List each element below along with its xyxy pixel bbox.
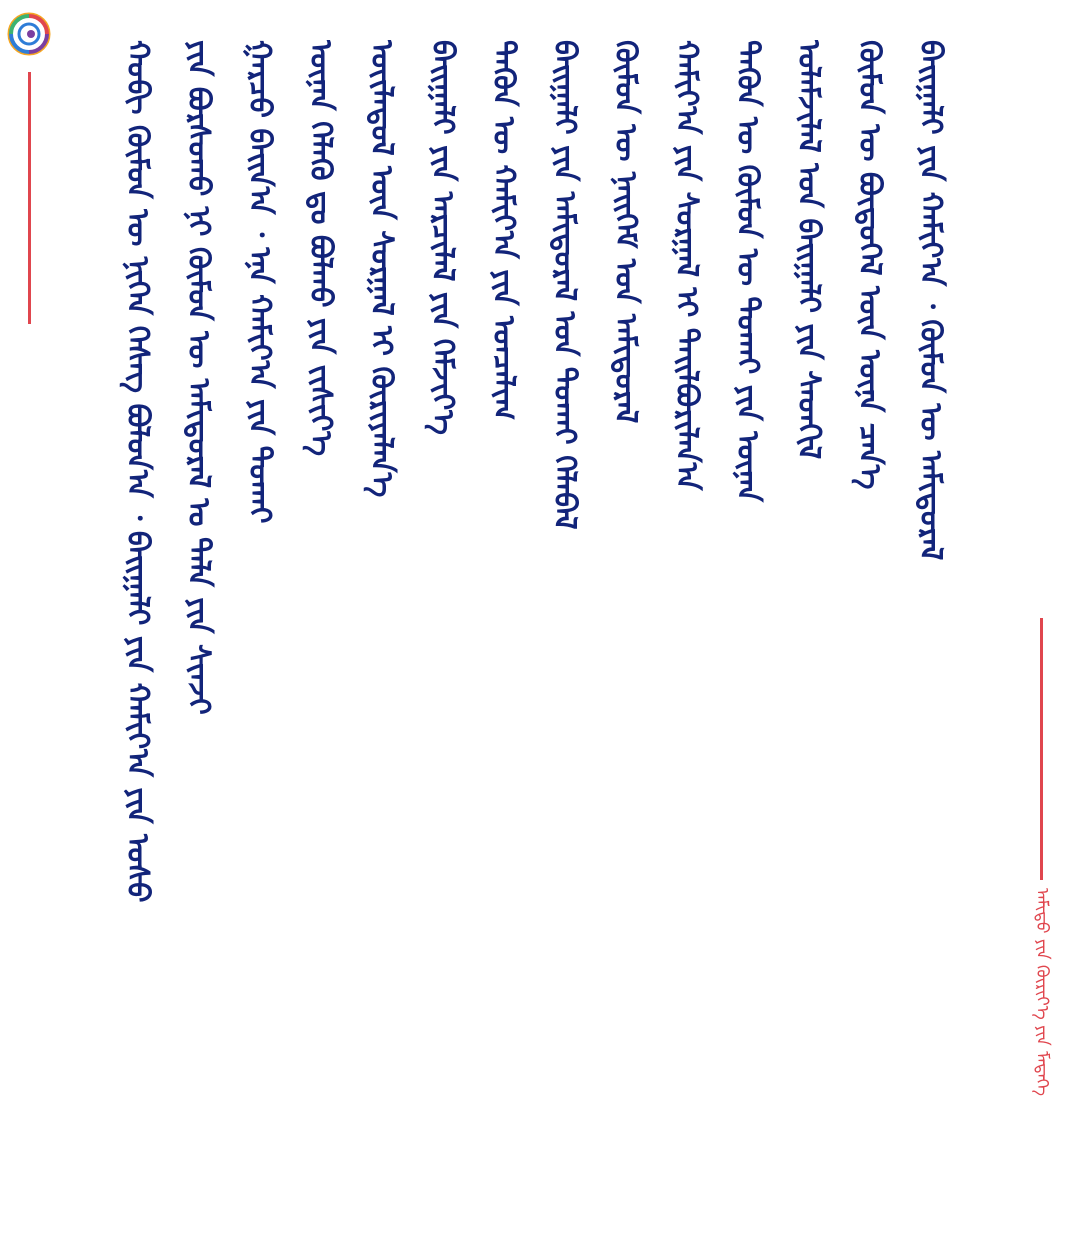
body-text-block (108, 40, 984, 1200)
text-column: ᠦᠨᠡᠨ ᠬᠡᠯᠡᠬᠦ ᠳᠤ ᠪᠣᠯᠬᠤ ᠶᠢᠨ ᠵᠢᠱᠢᠶ᠎ᠡ (303, 40, 338, 457)
text-column: ᠬᠤᠪᠢ ᠬᠦᠮᠦᠨ ᠦ ᠨᠢᠭᠡᠨ ᠬᠡᠰᠡᠭ ᠪᠣᠯᠤᠨ᠎ᠠ ᠂ ᠪᠠᠢᠭᠠᠯᠢ ᠶᠢᠨ ᠬᠠᠮᠢᠶ᠎ᠠ ᠶᠢᠨ ᠤᠰᠤ (120, 40, 155, 903)
caption-text: ᠠᠮᠢᠳᠤ ᠶᠢᠨ ᠬᠦᠷᠢᠶ᠎ᠡ ᠶᠢᠨ ᠮᠡᠳᠡᠭᠡ (1032, 888, 1052, 1097)
right-divider (1040, 618, 1043, 880)
text-column: ᠪᠠᠢᠭᠠᠯᠢ ᠶᠢᠨ ᠠᠮᠢᠳᠤᠷᠠᠯ ᠤᠨ ᠲᠤᠬᠠᠢ ᠬᠡᠯᠡᠪᠡᠯ (547, 40, 582, 530)
text-column: ᠪᠠᠢᠭᠠᠯᠢ ᠶᠢᠨ ᠬᠠᠮᠢᠶ᠎ᠠ ᠂ ᠬᠦᠮᠦᠨ ᠦ ᠠᠮᠢᠳᠤᠷᠠᠯ (913, 40, 948, 561)
text-column: ᠪᠠᠢᠭᠠᠯᠢ ᠶᠢᠨ ᠠᠷᠴᠢᠯᠠᠯ ᠶᠢᠨ ᠬᠡᠮᠵᠢᠶ᠎ᠡ (425, 40, 460, 436)
text-column: ᠶᠢᠨ ᠪᠤᠷᠰᠤᠬᠤ ᠨᠢ ᠬᠦᠮᠦᠨ ᠦ ᠠᠮᠢᠳᠤᠷᠠᠯ ᠤ ᠲᠠᠯᠠ ᠶᠢᠨ ᠰᠢᠨᠵᠢ (181, 40, 216, 715)
left-divider (28, 72, 31, 324)
text-column: ᠬᠦᠮᠦᠨ ᠦ ᠨᠡᠢᠭᠡᠮ ᠤᠨ ᠠᠮᠢᠳᠤᠷᠠᠯ (608, 40, 643, 424)
text-column: ᠲᠡᠭᠦᠨ ᠦ ᠬᠠᠮᠢᠶ᠎ᠠ ᠶᠢᠨ ᠣᠨᠴᠠᠯᠢᠭ (486, 40, 521, 421)
swirl-logo-icon (7, 12, 51, 56)
text-column: ᠤᠯᠠᠮᠵᠢᠯᠠᠯ ᠤᠨ ᠪᠠᠢᠭᠠᠯᠢ ᠶᠢᠨ ᠰᠡᠳᠬᠢᠯ (791, 40, 826, 460)
text-column: ᠬᠦᠮᠦᠨ ᠦ ᠪᠦᠲᠦᠭᠡᠯ ᠦᠨ ᠦᠨᠡ ᠴᠡᠨ᠎ᠡ (852, 40, 887, 490)
text-column: ᠲᠡᠭᠦᠨ ᠦ ᠬᠦᠮᠦᠨ ᠦ ᠲᠤᠬᠠᠢ ᠶᠢᠨ ᠦᠨᠡᠨ (730, 40, 765, 503)
text-column: ᠦᠢᠯᠡᠳᠦᠯ ᠦᠨ ᠰᠤᠷᠭᠠᠯ ᠢ ᠬᠦᠷᠢᠶᠡᠯᠡᠨ᠎ᠡ (364, 40, 399, 498)
text-column: ᠭᠠᠷᠴᠤ ᠪᠠᠢᠨ᠎ᠠ ᠂ ᠡᠨᠡ ᠬᠠᠮᠢᠶ᠎ᠠ ᠶᠢᠨ ᠲᠤᠬᠠᠢ (242, 40, 277, 524)
text-column: ᠬᠠᠮᠢᠶ᠎ᠠ ᠶᠢᠨ ᠰᠤᠷᠭᠠᠯ ᠢ ᠲᠠᠢᠯᠪᠤᠷᠢᠯᠠᠨ᠎ᠠ (669, 40, 704, 491)
